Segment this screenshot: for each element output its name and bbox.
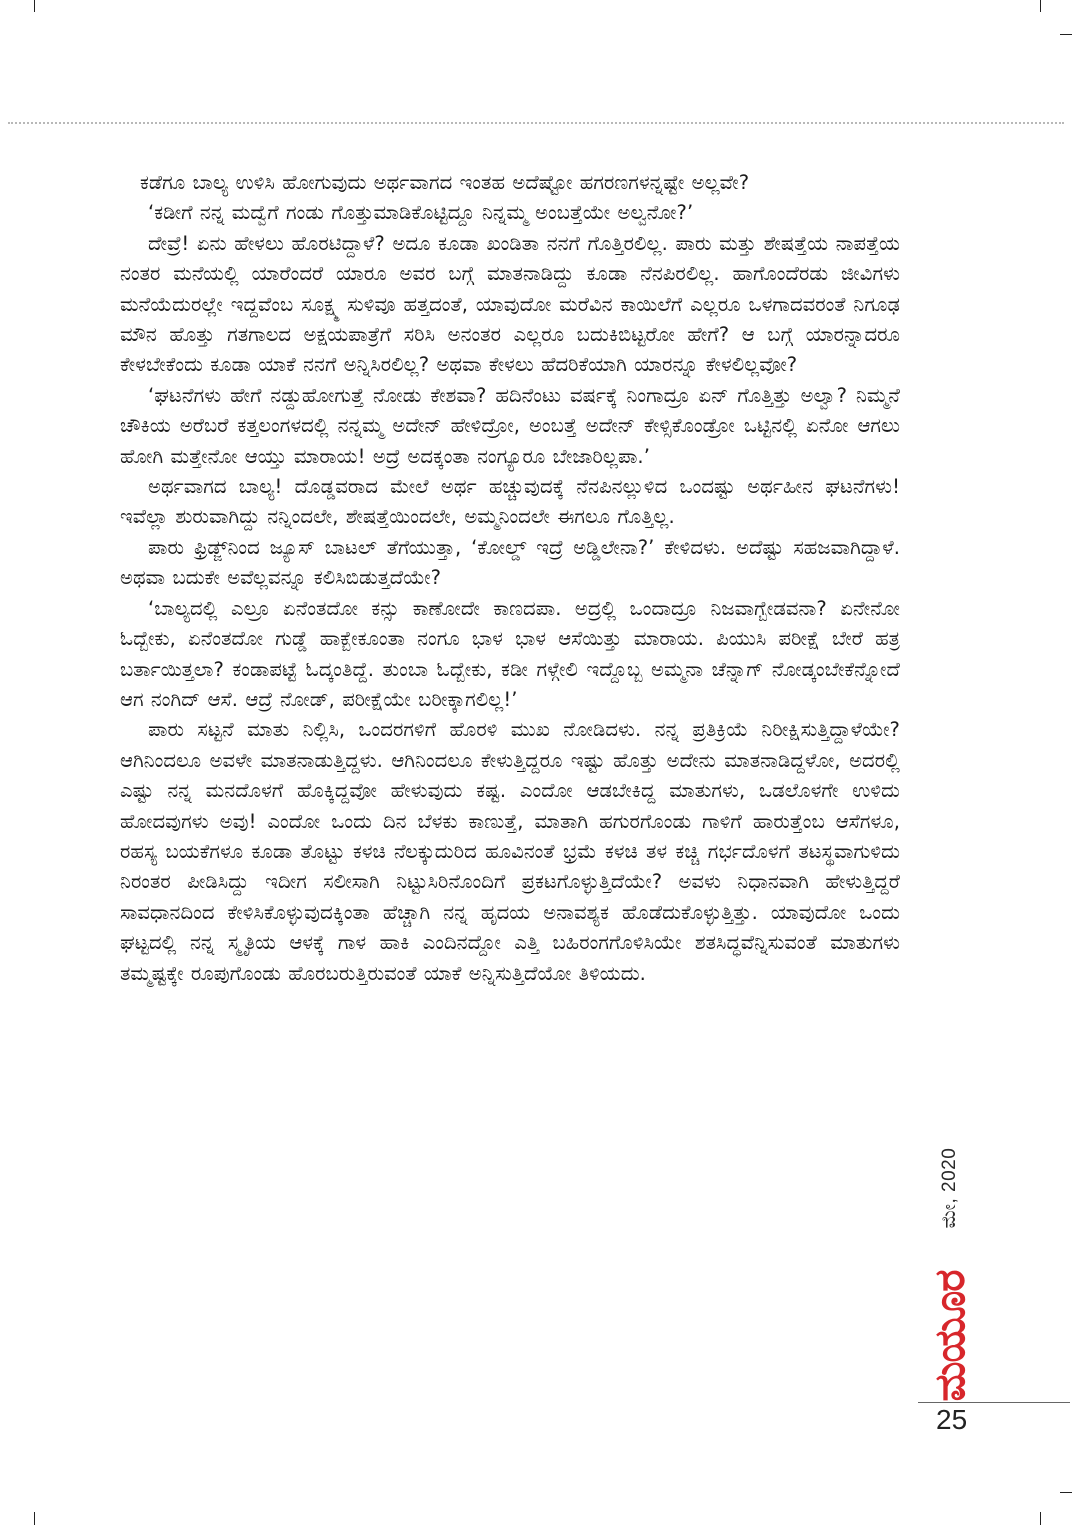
paragraph: ಅರ್ಥವಾಗದ ಬಾಲ್ಯ! ದೊಡ್ಡವರಾದ ಮೇಲೆ ಅರ್ಥ ಹಚ್ಚುವುದಕ್ಕೆ ನೆನಪಿನಲ್ಲುಳಿದ ಒಂದಷ್ಟು ಅರ್ಥಹೀನ ಘಟನೆಗಳು! ಇವೆಲ್ಲಾ ಶುರುವಾಗಿದ್ದು ನನ್ನಿಂದಲೇ, ಶೇಷತ್ತೆಯಿಂದಲೇ, ಅಮ್ಮನಿಂದಲೇ ಈಗಲೂ ಗೊತ್ತಿಲ್ಲ. xyxy=(120,475,900,529)
paragraph: ಪಾರು ಸಟ್ಟನೆ ಮಾತು ನಿಲ್ಲಿಸಿ, ಒಂದರಗಳಿಗೆ ಹೊರಳಿ ಮುಖ ನೋಡಿದಳು. ನನ್ನ ಪ್ರತಿಕ್ರಿಯೆ ನಿರೀಕ್ಷಿಸುತ್ತಿದ್ದಾಳೆಯೇ? ಆಗಿನಿಂದಲೂ ಅವಳೇ ಮಾತನಾಡುತ್ತಿದ್ದಳು. ಆಗಿನಿಂದಲೂ ಕೇಳುತ್ತಿದ್ದರೂ ಇಷ್ಟು ಹೊತ್ತು ಅದೇನು ಮಾತನಾಡಿದ್ದಳೋ, ಅದರಲ್ಲಿ ಎಷ್ಟು ನನ್ನ ಮನದೊಳಗೆ ಹೊಕ್ಕಿದ್ದವೋ ಹೇಳುವುದು ಕಷ್ಟ. ಎಂದೋ ಆಡಬೇಕಿದ್ದ ಮಾತುಗಳು, ಒಡಲೊಳಗೇ ಉಳಿದು ಹೋದವುಗಳು ಅವು! ಎಂದೋ ಒಂದು ದಿನ ಬೆಳಕು ಕಾಣುತ್ತೆ, ಮಾತಾಗಿ ಹಗುರಗೊಂಡು ಗಾಳಿಗೆ ಹಾರುತ್ತೆಂಬ ಆಸೆಗಳೂ, ರಹಸ್ಯ ಬಯಕೆಗಳೂ ಕೂಡಾ ತೊಟ್ಟು ಕಳಚಿ ನೆಲಕ್ಕುದುರಿದ ಹೂವಿನಂತೆ ಭ್ರಮೆ ಕಳಚಿ ತಳ ಕಚ್ಚಿ ಗರ್ಭದೊಳಗೆ ತಟಸ್ಥವಾಗುಳಿದು ನಿರಂತರ ಪೀಡಿಸಿದ್ದು ಇದೀಗ ಸಲೀಸಾಗಿ ನಿಟ್ಟುಸಿರಿನೊಂದಿಗೆ ಪ್ರಕಟಗೊಳ್ಳುತ್ತಿದೆಯೇ? ಅವಳು ನಿಧಾನವಾಗಿ ಹೇಳುತ್ತಿದ್ದರೆ ಸಾವಧಾನದಿಂದ ಕೇಳಿಸಿಕೊಳ್ಳುವುದಕ್ಕಿಂತಾ ಹೆಚ್ಚಾಗಿ ನನ್ನ ಹೃದಯ ಅನಾವಶ್ಯಕ ಹೊಡೆದುಕೊಳ್ಳುತ್ತಿತ್ತು. ಯಾವುದೋ ಒಂದು ಘಟ್ಟದಲ್ಲಿ ನನ್ನ ಸ್ಮೃತಿಯ ಆಳಕ್ಕೆ ಗಾಳ ಹಾಕಿ ಎಂದಿನದ್ದೋ ಎತ್ತಿ ಬಹಿರಂಗಗೊಳಿಸಿಯೇ ಶತಸಿದ್ಧವೆನ್ನಿಸುವಂತೆ ಮಾತುಗಳು ತಮ್ಮಷ್ಟಕ್ಕೇ ರೂಪುಗೊಂಡು ಹೊರಬರುತ್ತಿರುವಂತೆ ಯಾಕೆ ಅನ್ನಿಸುತ್ತಿದೆಯೋ ತಿಳಿಯದು. xyxy=(120,718,900,985)
paragraph: ಪಾರು ಫ್ರಿಡ್ಜ್‌ನಿಂದ ಜ್ಯೂಸ್ ಬಾಟಲ್ ತೆಗೆಯುತ್ತಾ, ‘ಕೋಲ್ಡ್ ಇದ್ರೆ ಅಡ್ಡಿಲೇನಾ?’ ಕೇಳಿದಳು. ಅದೆಷ್ಟು ಸಹಜವಾಗಿದ್ದಾಳೆ. ಅಥವಾ ಬದುಕೇ ಅವೆಲ್ಲವನ್ನೂ ಕಲಿಸಿಬಿಡುತ್ತದೆಯೇ? xyxy=(120,535,900,590)
paragraph: ‘ಬಾಲ್ಯದಲ್ಲಿ ಎಲ್ರೂ ಏನೆಂತದೋ ಕನ್ಸು ಕಾಣೋದೇ ಕಾಣದಪಾ. ಅದ್ರಲ್ಲಿ ಒಂದಾದ್ರೂ ನಿಜವಾಗ್ಬೇಡವನಾ? ಏನೇನೋ ಓದ್ಬೇಕು, ಏನೆಂತದೋ ಗುಡ್ಡೆ ಹಾಕ್ಬೇಕೂಂತಾ ನಂಗೂ ಭಾಳ ಭಾಳ ಆಸೆಯಿತ್ತು ಮಾರಾಯ. ಪಿಯುಸಿ ಪರೀಕ್ಷೆ ಬೇರೆ ಹತ್ರ ಬರ್ತಾಯಿತ್ತಲಾ? ಕಂಡಾಪಟ್ಟೆ ಓದ್ಕಂತಿದ್ದೆ. ತುಂಬಾ ಓದ್ಬೇಕು, ಕಡೀ ಗಳ್ಗೇಲಿ ಇದ್ದೊಬ್ಬ ಅಮ್ಮನಾ ಚೆನ್ನಾಗ್ ನೋಡ್ಕಂಬೇಕೆನ್ನೋದೆ ಆಗ ನಂಗಿದ್ ಆಸೆ. ಆದ್ರೆ ನೋಡ್, ಪರೀಕ್ಷೆಯೇ ಬರೀಕ್ಕಾಗಲಿಲ್ಲ!’ xyxy=(120,596,900,711)
header-dotted-rule xyxy=(8,122,1064,124)
page-number-rule xyxy=(918,1402,1070,1403)
paragraph: ‘ಕಡೀಗೆ ನನ್ನ ಮದ್ವೆಗೆ ಗಂಡು ಗೊತ್ತುಮಾಡಿಕೊಟ್ಟಿದ್ದೂ ನಿನ್ನಮ್ಮ ಅಂಬತ್ತೆಯೇ ಅಲ್ವನೋ?’ xyxy=(148,201,694,225)
article-body xyxy=(120,168,900,989)
crop-mark-top-right xyxy=(1040,0,1041,12)
crop-mark-bottom-right xyxy=(1040,1512,1041,1525)
paragraph: ‘ಘಟನೆಗಳು ಹೇಗೆ ನಡ್ದುಹೋಗುತ್ತೆ ನೋಡು ಕೇಶವಾ? ಹದಿನೆಂಟು ವರ್ಷಕ್ಕೆ ನಿಂಗಾದ್ರೂ ಏನ್ ಗೊತ್ತಿತ್ತು ಅಲ್ವಾ? ನಿಮ್ಮನೆ ಚೌಕಿಯ ಅರೆಬರೆ ಕತ್ತಲಂಗಳದಲ್ಲಿ ನನ್ನಮ್ಮ ಅದೇನ್ ಹೇಳಿದ್ರೋ, ಅಂಬತ್ತೆ ಅದೇನ್ ಕೇಳ್ಸಿಕೊಂಡ್ರೋ ಒಟ್ಟಿನಲ್ಲಿ ಏನೋ ಆಗಲು ಹೋಗಿ ಮತ್ತೇನೋ ಆಯ್ತು ಮಾರಾಯ! ಅದ್ರೆ ಅದಕ್ಕಂತಾ ನಂಗ್ಯೂರೂ ಬೇಜಾರಿಲ್ಲಪಾ.’ xyxy=(120,383,900,468)
page-number: 25 xyxy=(936,1404,968,1435)
crop-mark-right-lower xyxy=(1060,1492,1072,1493)
crop-mark-bottom-left xyxy=(34,1512,35,1525)
magazine-masthead: ಮಯೂರ xyxy=(925,1270,974,1402)
crop-mark-right-upper xyxy=(1060,34,1072,35)
crop-mark-top-left xyxy=(34,0,35,12)
magazine-sidebar xyxy=(924,1120,974,1410)
paragraph: ಕಡೆಗೂ ಬಾಲ್ಯ ಉಳಿಸಿ ಹೋಗುವುದು ಅರ್ಥವಾಗದ ಇಂತಹ ಅದೆಷ್ಟೋ ಹಗರಣಗಳನ್ನಷ್ಟೇ ಅಲ್ಲವೇ? xyxy=(140,171,750,194)
issue-date: ಮೇ, 2020 xyxy=(939,1147,960,1229)
paragraph: ದೇವ್ರೆ! ಏನು ಹೇಳಲು ಹೊರಟಿದ್ದಾಳೆ? ಅದೂ ಕೂಡಾ ಖಂಡಿತಾ ನನಗೆ ಗೊತ್ತಿರಲಿಲ್ಲ. ಪಾರು ಮತ್ತು ಶೇಷತ್ತೆಯ ನಾಪತ್ತೆಯ ನಂತರ ಮನೆಯಲ್ಲಿ ಯಾರೆಂದರೆ ಯಾರೂ ಅವರ ಬಗ್ಗೆ ಮಾತನಾಡಿದ್ದು ಕೂಡಾ ನೆನಪಿರಲಿಲ್ಲ. ಹಾಗೊಂದೆರಡು ಜೀವಿಗಳು ಮನೆಯೆದುರಲ್ಲೇ ಇದ್ದವೆಂಬ ಸೂಕ್ಷ್ಮ ಸುಳಿವೂ ಹತ್ತದಂತೆ, ಯಾವುದೋ ಮರೆವಿನ ಕಾಯಿಲೆಗೆ ಎಲ್ಲರೂ ಒಳಗಾದವರಂತೆ ನಿಗೂಢ ಮೌನ ಹೊತ್ತು ಗತಗಾಲದ ಅಕ್ಷಯಪಾತ್ರೆಗೆ ಸರಿಸಿ ಅನಂತರ ಎಲ್ಲರೂ ಬದುಕಿಬಿಟ್ಟರೋ ಹೇಗೆ? ಆ ಬಗ್ಗೆ ಯಾರನ್ನಾದರೂ ಕೇಳಬೇಕೆಂದು ಕೂಡಾ ಯಾಕೆ ನನಗೆ ಅನ್ನಿಸಿರಲಿಲ್ಲ? ಅಥವಾ ಕೇಳಲು ಹೆದರಿಕೆಯಾಗಿ ಯಾರನ್ನೂ ಕೇಳಲಿಲ್ಲವೋ? xyxy=(120,231,900,377)
